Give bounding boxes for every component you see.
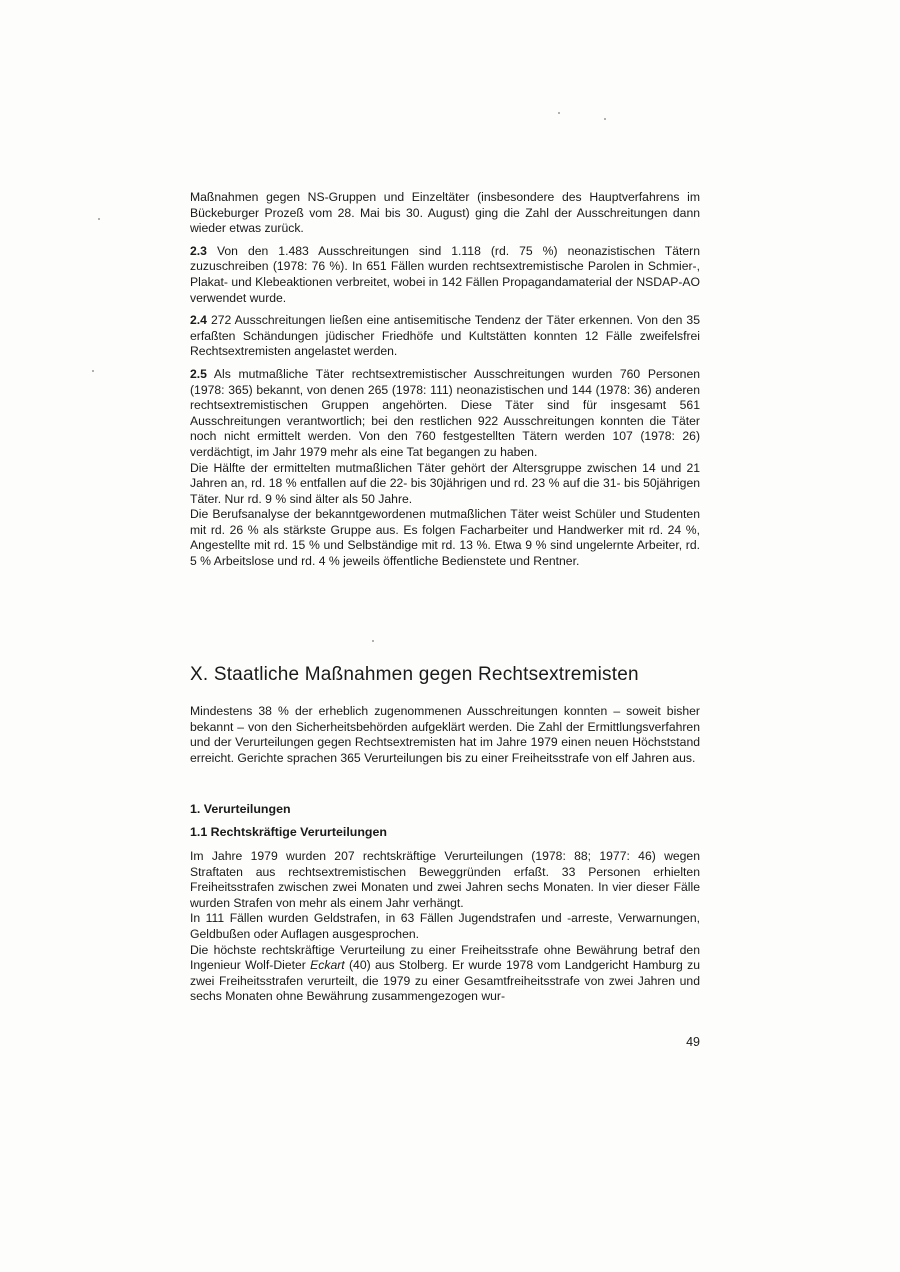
paragraph-number: 2.5 bbox=[190, 366, 207, 381]
paragraph-number: 2.3 bbox=[190, 243, 207, 258]
page-number: 49 bbox=[686, 1035, 700, 1049]
intro-paragraph: Maßnahmen gegen NS-Gruppen und Einzeltäter (insbesondere des Hauptverfahrens im Bückeburger Prozeß vom 28. Mai bis 30. August) ging die Zahl der Ausschreitungen dann wieder etwas zurück. bbox=[190, 190, 700, 236]
paragraph-2-4 bbox=[190, 313, 700, 360]
paragraph-2-3 bbox=[190, 244, 700, 306]
paragraph-2-5 bbox=[190, 367, 700, 461]
scan-speck bbox=[92, 370, 94, 372]
scan-speck bbox=[558, 112, 560, 114]
scan-speck bbox=[372, 640, 374, 642]
paragraph-number: 2.4 bbox=[190, 313, 207, 328]
verurteilungen-paragraph-3 bbox=[190, 943, 700, 1005]
section-intro-block bbox=[190, 704, 700, 766]
text-run: Die höchste rechtskräftige Verurteilung zu einer Freiheitsstrafe ohne Bewährung betraf den Ingenieur Wolf-Dieter bbox=[190, 942, 700, 973]
paragraph-text: Als mutmaßliche Täter rechtsextremistischer Ausschreitungen wurden 760 Personen (1978: 365) bekannt, von denen 265 (1978: 111) neonazistischen und 144 (1978: 36) anderen rechtsextremistischen Gruppen angehörten. Diese Täter sind für insgesamt 561 Ausschreitungen verantwortlich; bei den restlichen 922 Ausschreitungen konnten die Täter noch nicht ermittelt werden. Von den 760 festgestellten Tätern werden 107 (1978: 26) verdächtigt, im Jahr 1979 mehr als eine Tat begangen zu haben. bbox=[190, 366, 700, 459]
section-intro-paragraph: Mindestens 38 % der erheblich zugenommenen Ausschreitungen konnten – soweit bisher bekannt – von den Sicherheitsbehörden aufgeklärt werden. Die Zahl der Ermittlungsverfahren und der Verurteilungen gegen Rechtsextremisten hat im Jahre 1979 einen neuen Höchststand erreicht. Gerichte sprachen 365 Verurteilungen bis zu einer Freiheitsstrafe von elf Jahren aus. bbox=[190, 704, 700, 765]
paragraph-text: 272 Ausschreitungen ließen eine antisemitische Tendenz der Täter erkennen. Von den 35 erfaßten Schändungen jüdischer Friedhöfe und Kultstätten konnten 12 Fälle zweifelsfrei Rechtsextremisten angelastet werden. bbox=[190, 313, 700, 359]
paragraph-2-5-profession: Die Berufsanalyse der bekanntgewordenen mutmaßlichen Täter weist Schüler und Studenten mit rd. 26 % als stärkste Gruppe aus. Es folgen Facharbeiter und Handwerker mit rd. 24 %, Angestellte mit rd. 15 % und Selbständige mit rd. 13 %. Etwa 9 % sind ungelernte Arbeiter, rd. 5 % Arbeitslose und rd. 4 % jeweils öffentliche Bedienstete und Rentner. bbox=[190, 507, 700, 569]
scan-speck bbox=[98, 218, 100, 220]
scan-speck bbox=[604, 118, 606, 120]
text-run: (40) aus Stolberg. Er wurde 1978 vom Landgericht Hamburg zu zwei Freiheitsstrafen verurteilt, die 1979 zu einer Gesamtfreiheitsstrafe von zwei Jahren und sechs Monaten ohne Bewährung zusammengezogen wur- bbox=[190, 958, 701, 1004]
person-name: Eckart bbox=[310, 958, 345, 973]
paragraph-text: Von den 1.483 Ausschreitungen sind 1.118 (rd. 75 %) neonazistischen Tätern zuzuschreiben (1978: 76 %). In 651 Fällen wurden rechtsextremistische Parolen in Schmier-, Plakat- und Klebeaktionen verbreitet, wobei in 142 Fällen Propagandamaterial der NSDAP-AO verwendet wurde. bbox=[190, 243, 700, 305]
paragraph-2-5-age: Die Hälfte der ermittelten mutmaßlichen Täter gehört der Altersgruppe zwischen 14 und 21 Jahren an, rd. 18 % entfallen auf die 22- bis 30jährigen und rd. 23 % auf die 31- bis 50jährigen Täter. Nur rd. 9 % sind älter als 50 Jahre. bbox=[190, 460, 700, 506]
verurteilungen-paragraph-2: In 111 Fällen wurden Geldstrafen, in 63 Fällen Jugendstrafen und -arreste, Verwarnungen, Geldbußen oder Auflagen ausgesprochen. bbox=[190, 911, 700, 941]
verurteilungen-paragraph-1: Im Jahre 1979 wurden 207 rechtskräftige Verurteilungen (1978: 88; 1977: 46) wegen Straftaten aus rechtsextremistischen Beweggründen erfaßt. 33 Personen erhielten Freiheitsstrafen zwischen zwei Monaten und zwei Jahren sechs Monaten. In vier dieser Fälle wurden Strafen von mehr als einem Jahr verhängt. bbox=[190, 849, 700, 910]
upper-text-block bbox=[190, 190, 700, 570]
section-title: X. Staatliche Maßnahmen gegen Rechtsextremisten bbox=[190, 664, 639, 685]
subheading-rechtskraeftige-verurteilungen: 1.1 Rechtskräftige Verurteilungen bbox=[190, 825, 387, 839]
lower-text-block bbox=[190, 849, 700, 1005]
subheading-verurteilungen: 1. Verurteilungen bbox=[190, 802, 291, 816]
